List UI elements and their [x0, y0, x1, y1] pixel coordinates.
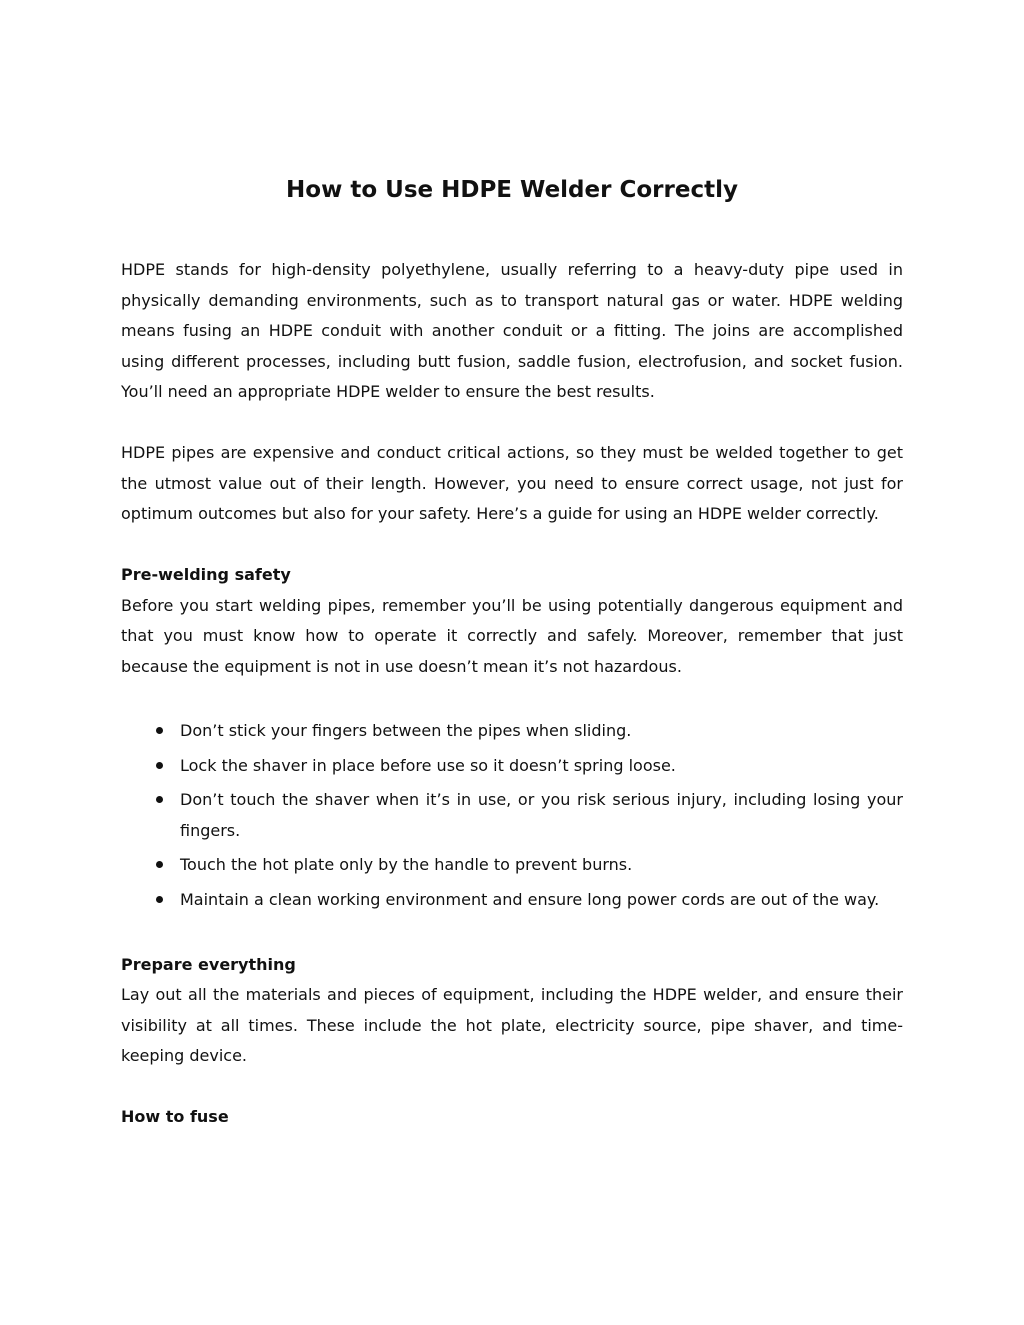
section-body-prepare-everything: Lay out all the materials and pieces of equipment, including the HDPE welder, and ensure their visibility at all times. These include the hot plate, electricity source, pipe shaver, and time-keeping device. [121, 985, 903, 1065]
bullet-icon [156, 861, 163, 868]
bullet-icon [156, 762, 163, 769]
list-item [121, 850, 903, 881]
list-item-text: Maintain a clean working environment and ensure long power cords are out of the way. [180, 889, 880, 909]
intro-paragraph-2: HDPE pipes are expensive and conduct critical actions, so they must be welded together to get the utmost value out of their length. However, you need to ensure correct usage, not just for optimum outcomes but also for your safety. Here’s a guide for using an HDPE welder correctly. [121, 443, 903, 523]
bullet-icon [156, 727, 163, 734]
list-item-text: Don’t touch the shaver when it’s in use, or you risk serious injury, including losing your fingers. [180, 790, 903, 840]
list-item-text: Lock the shaver in place before use so it doesn’t spring loose. [180, 755, 676, 775]
list-item [121, 751, 903, 782]
section-heading-how-to-fuse: How to fuse [121, 1107, 229, 1126]
section-body-pre-welding-safety: Before you start welding pipes, remember you’ll be using potentially dangerous equipment and that you must know how to operate it correctly and safely. Moreover, remember that just because the equipment is not in use doesn’t mean it’s not hazardous. [121, 595, 903, 676]
section-heading-prepare-everything: Prepare everything [121, 954, 296, 974]
bullet-icon [156, 896, 163, 903]
list-item [121, 785, 903, 846]
bullet-icon [156, 796, 163, 803]
section-heading-pre-welding-safety: Pre-welding safety [121, 565, 291, 584]
intro-paragraph-1: HDPE stands for high-density polyethylene, usually referring to a heavy-duty pipe used in physically demanding environments, such as to transport natural gas or water. HDPE welding means fusing an HDPE conduit with another conduit or a fitting. The joins are accomplished using different processes, including butt fusion, saddle fusion, electrofusion, and socket fusion. You’ll need an appropriate HDPE welder to ensure the best results. [121, 260, 903, 401]
list-item-text: Don’t stick your fingers between the pipes when sliding. [180, 721, 632, 740]
list-item [121, 885, 903, 916]
document-body [121, 255, 903, 1133]
safety-bullet-list [121, 716, 903, 915]
document-title: How to Use HDPE Welder Correctly [286, 177, 738, 203]
list-item [121, 716, 903, 747]
list-item-text: Touch the hot plate only by the handle to prevent burns. [180, 855, 633, 874]
